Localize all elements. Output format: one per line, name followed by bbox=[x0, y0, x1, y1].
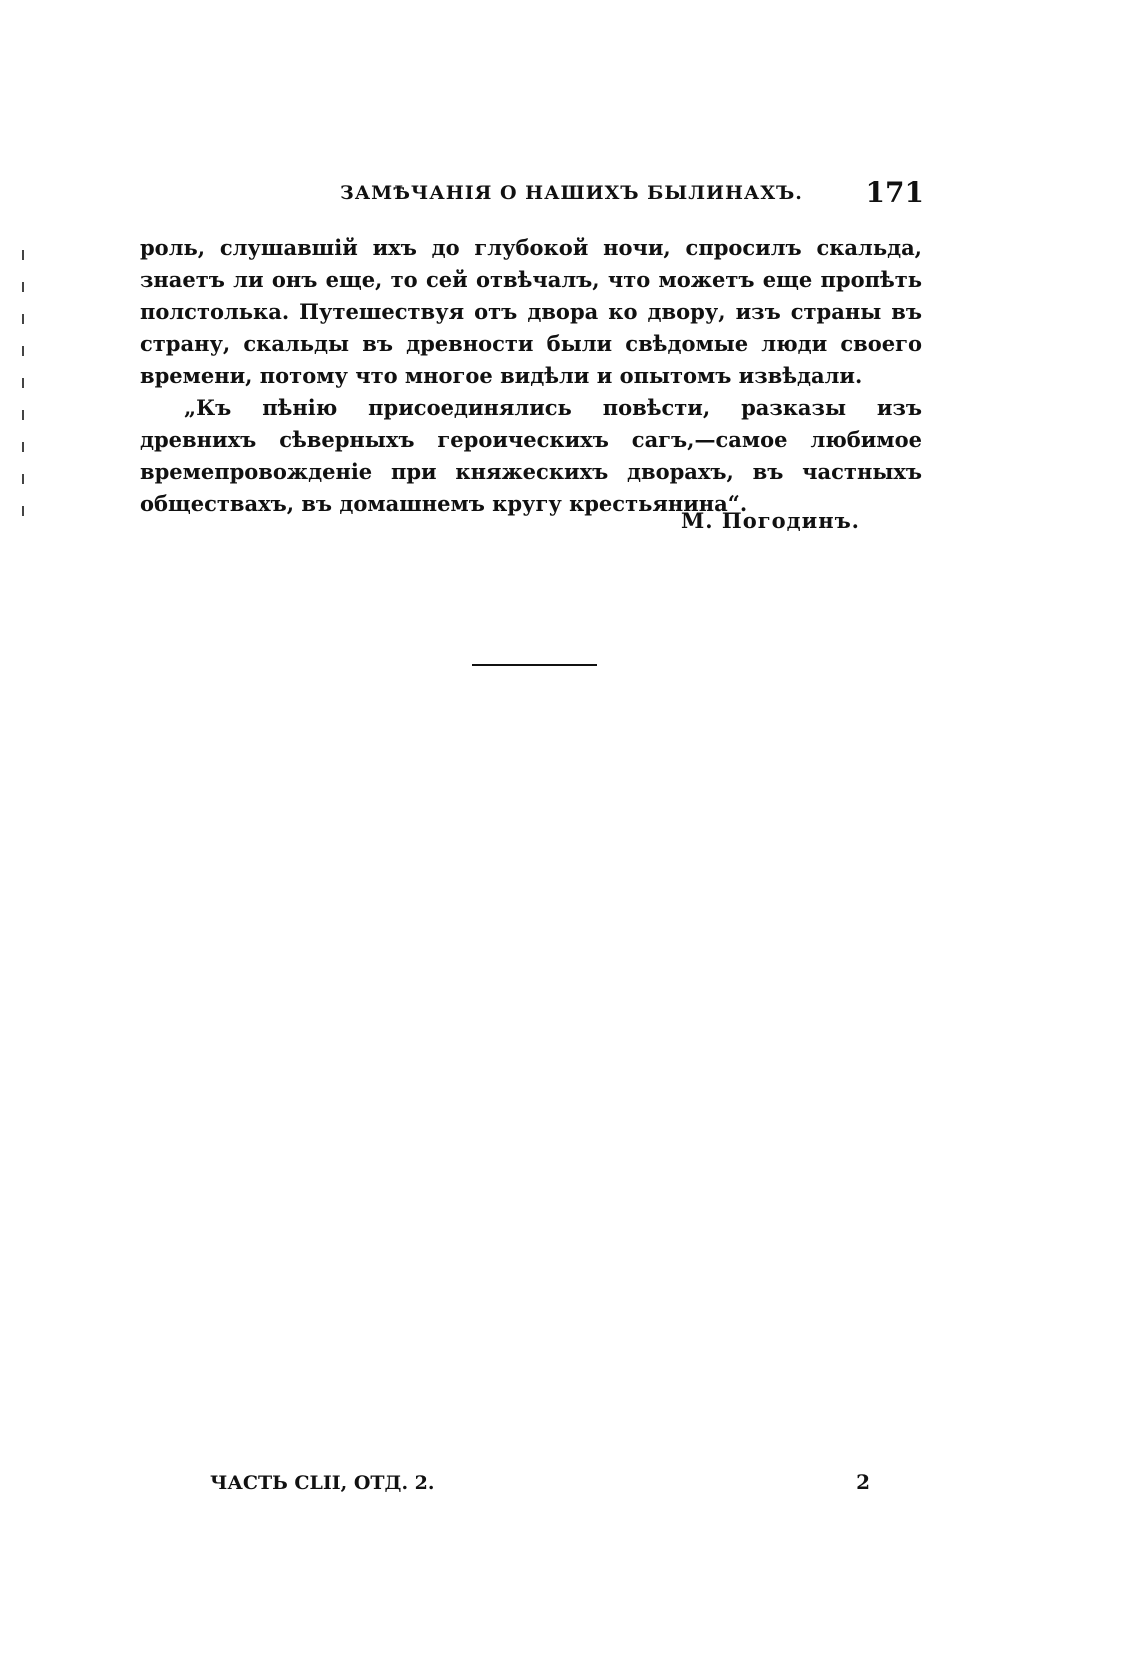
author-signature: М. Погодинъ. bbox=[681, 508, 860, 533]
page-number: 171 bbox=[865, 176, 924, 209]
running-head bbox=[140, 176, 930, 216]
margin-scan-marks bbox=[20, 250, 26, 570]
main-text bbox=[140, 232, 922, 520]
signature-mark: ЧАСТЬ CLII, ОТД. 2. bbox=[210, 1472, 435, 1494]
sheet-number: 2 bbox=[856, 1470, 870, 1494]
page-footer bbox=[210, 1472, 870, 1502]
running-title: ЗАМѢЧАНІЯ О НАШИХЪ БЫЛИНАХЪ. bbox=[340, 182, 803, 204]
section-divider bbox=[472, 664, 597, 666]
paragraph: роль, слушавшій ихъ до глубокой ночи, спросилъ скальда, знаетъ ли онъ еще, то сей отвѣчалъ, что можетъ еще пропѣть полстолька. Путешествуя отъ двора ко двору, изъ страны въ страну, скальды въ древности были свѣдомые люди своего времени, потому что многое видѣли и опытомъ извѣдали. bbox=[140, 235, 922, 388]
paragraph: „Къ пѣнію присоединялись повѣсти, разказы изъ древнихъ сѣверныхъ героическихъ сагъ,—самое любимое времепровожденіе при княжескихъ дворахъ, въ частныхъ обществахъ, въ домашнемъ кругу крестьянина“. bbox=[140, 395, 922, 516]
